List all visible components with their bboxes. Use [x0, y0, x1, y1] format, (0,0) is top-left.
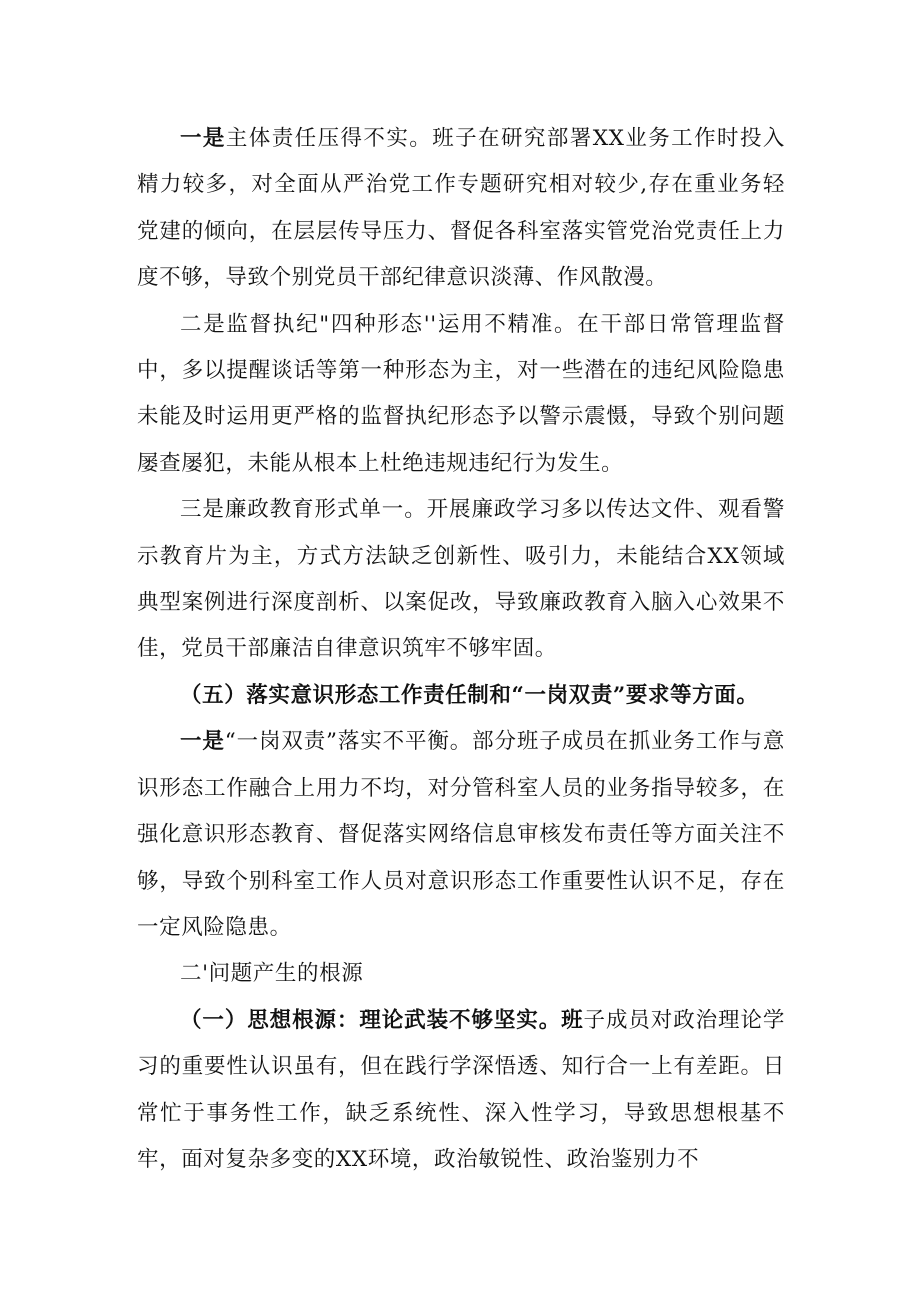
paragraph-five-text: “一岗双责”落实不平衡。部分班子成员在抓业务工作与意识形态工作融合上用力不均，对分管科室人员的业务指导较多，在强化意识形态教育、督促落实网络信息审核发布责任等方面关注不够，导致个别科室工作人员对意识形态工作重要性认识不足，存在一定风险隐患。	[137, 729, 785, 940]
root-one-text: 子成员对政治理论学习的重要性认识虽有，但在践行学深悟透、知行合一上有差距。日常忙于事务性工作，缺乏系统性、深入性学习，导致思想根基不牢，面对复杂多变的XX环境，政治敏锐性、政治鉴别力不	[137, 1007, 785, 1172]
paragraph-1	[137, 116, 785, 302]
subheading-five: （五）落实意识形态工作责任制和“一岗双责”要求等方面。	[180, 682, 759, 708]
paragraph-five	[137, 719, 785, 951]
section-two-title: 二'问题产生的根源	[180, 961, 364, 987]
root-one-lead: （一）思想根源：理论武装不够坚实。班	[180, 1007, 584, 1033]
paragraph-3	[137, 487, 785, 673]
document-body	[137, 116, 785, 1183]
root-one-paragraph	[137, 998, 785, 1184]
paragraph-3-text: 三是廉政教育形式单一。开展廉政学习多以传达文件、观看警示教育片为主，方式方法缺乏创新性、吸引力，未能结合XX领域典型案例进行深度剖析、以案促改，导致廉政教育入脑入心效果不佳，党员干部廉洁自律意识筑牢不够牢固。	[137, 497, 785, 662]
paragraph-five-lead: 一是	[180, 729, 225, 755]
paragraph-2-text: 二是监督执纪"四种形态''运用不精准。在干部日常管理监督中，多以提醒谈话等第一种形态为主，对一些潜在的违纪风险隐患未能及时运用更严格的监督执纪形态予以警示震慑，导致个别问题屡查屡犯，未能从根本上杜绝违规违纪行为发生。	[137, 311, 785, 476]
paragraph-1-lead: 一是	[180, 126, 226, 151]
paragraph-1-text: 主体责任压得不实。班子在研究部署XX业务工作时投入精力较多，对全面从严治党工作专题研究相对较少,存在重业务轻党建的倾向，在层层传导压力、督促各科室落实管党治党责任上力度不够，导致个别党员干部纪律意识淡薄、作风散漫。	[137, 126, 785, 291]
paragraph-2	[137, 302, 785, 488]
